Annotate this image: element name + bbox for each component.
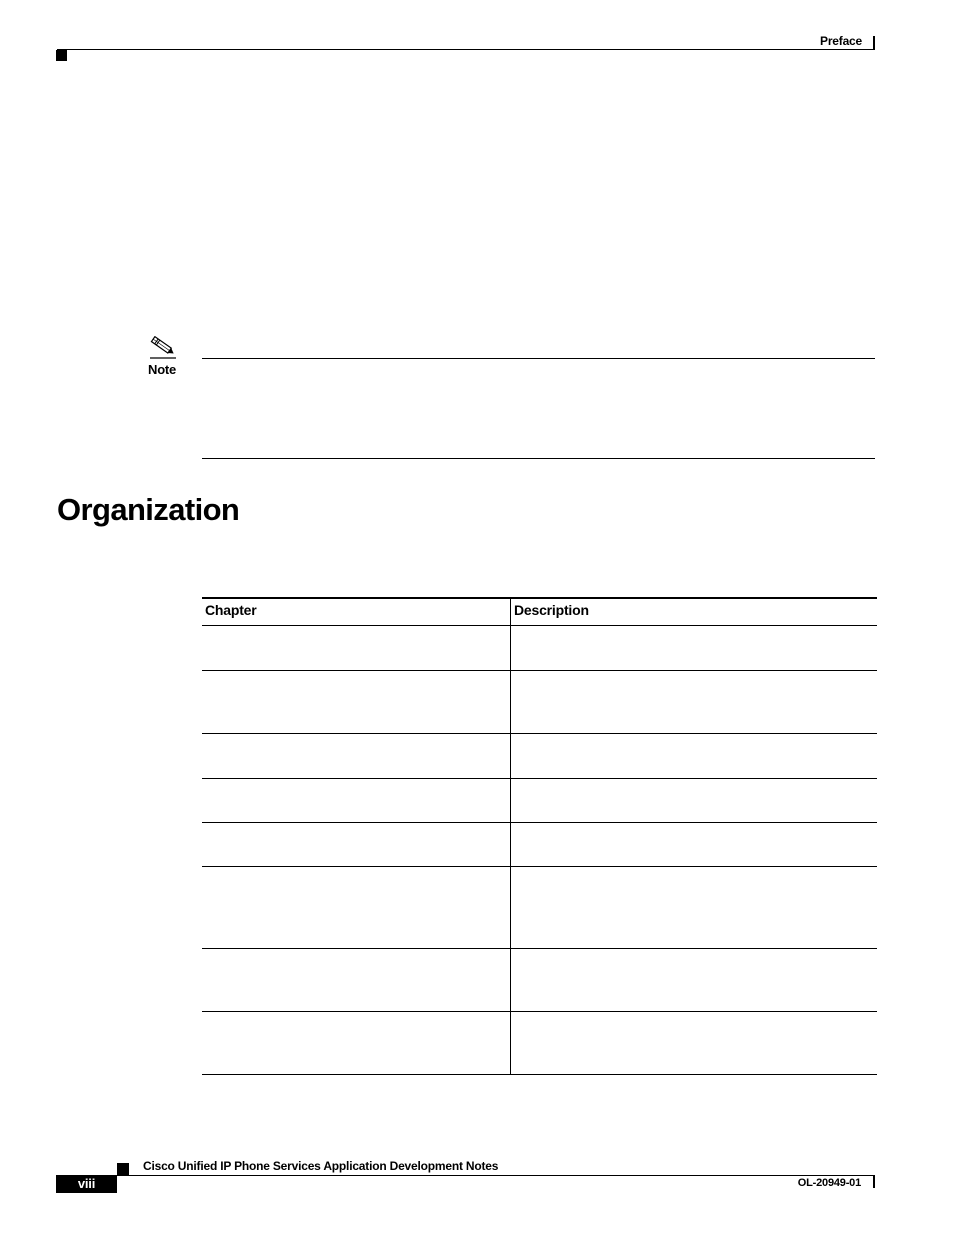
header-corner-block xyxy=(56,50,67,61)
chapter-cell xyxy=(202,626,511,671)
note-rule-bottom xyxy=(202,458,875,459)
column-header-description: Description xyxy=(511,598,878,626)
table-row xyxy=(202,671,877,734)
description-cell xyxy=(511,823,878,867)
header-tick-mark xyxy=(873,36,875,50)
chapter-cell xyxy=(202,823,511,867)
running-header-section: Preface xyxy=(820,34,862,48)
table-row xyxy=(202,823,877,867)
chapter-cell xyxy=(202,671,511,734)
header-rule xyxy=(57,49,875,50)
table-header-row xyxy=(202,598,877,626)
chapter-cell xyxy=(202,1012,511,1075)
description-cell xyxy=(511,1012,878,1075)
chapter-cell xyxy=(202,734,511,779)
description-cell xyxy=(511,949,878,1012)
section-title: Organization xyxy=(57,492,240,527)
footer-book-title: Cisco Unified IP Phone Services Application Development Notes xyxy=(143,1159,499,1173)
table-row xyxy=(202,779,877,823)
description-cell xyxy=(511,734,878,779)
organization-table xyxy=(202,597,877,1075)
footer-rule xyxy=(117,1175,875,1176)
pencil-note-icon xyxy=(147,336,179,360)
table-row xyxy=(202,1012,877,1075)
chapter-cell xyxy=(202,779,511,823)
chapter-cell xyxy=(202,949,511,1012)
table-row xyxy=(202,626,877,671)
note-label: Note xyxy=(148,362,177,377)
note-rule-top xyxy=(202,358,875,359)
footer-tick-mark xyxy=(873,1175,875,1188)
description-cell xyxy=(511,671,878,734)
chapter-cell xyxy=(202,867,511,949)
description-cell xyxy=(511,867,878,949)
footer-corner-block xyxy=(117,1163,129,1175)
table-row xyxy=(202,949,877,1012)
description-cell xyxy=(511,626,878,671)
column-header-chapter: Chapter xyxy=(202,598,511,626)
page-number: viii xyxy=(77,1176,96,1191)
table-row xyxy=(202,734,877,779)
footer-doc-number: OL-20949-01 xyxy=(797,1177,861,1189)
table-row xyxy=(202,867,877,949)
description-cell xyxy=(511,779,878,823)
